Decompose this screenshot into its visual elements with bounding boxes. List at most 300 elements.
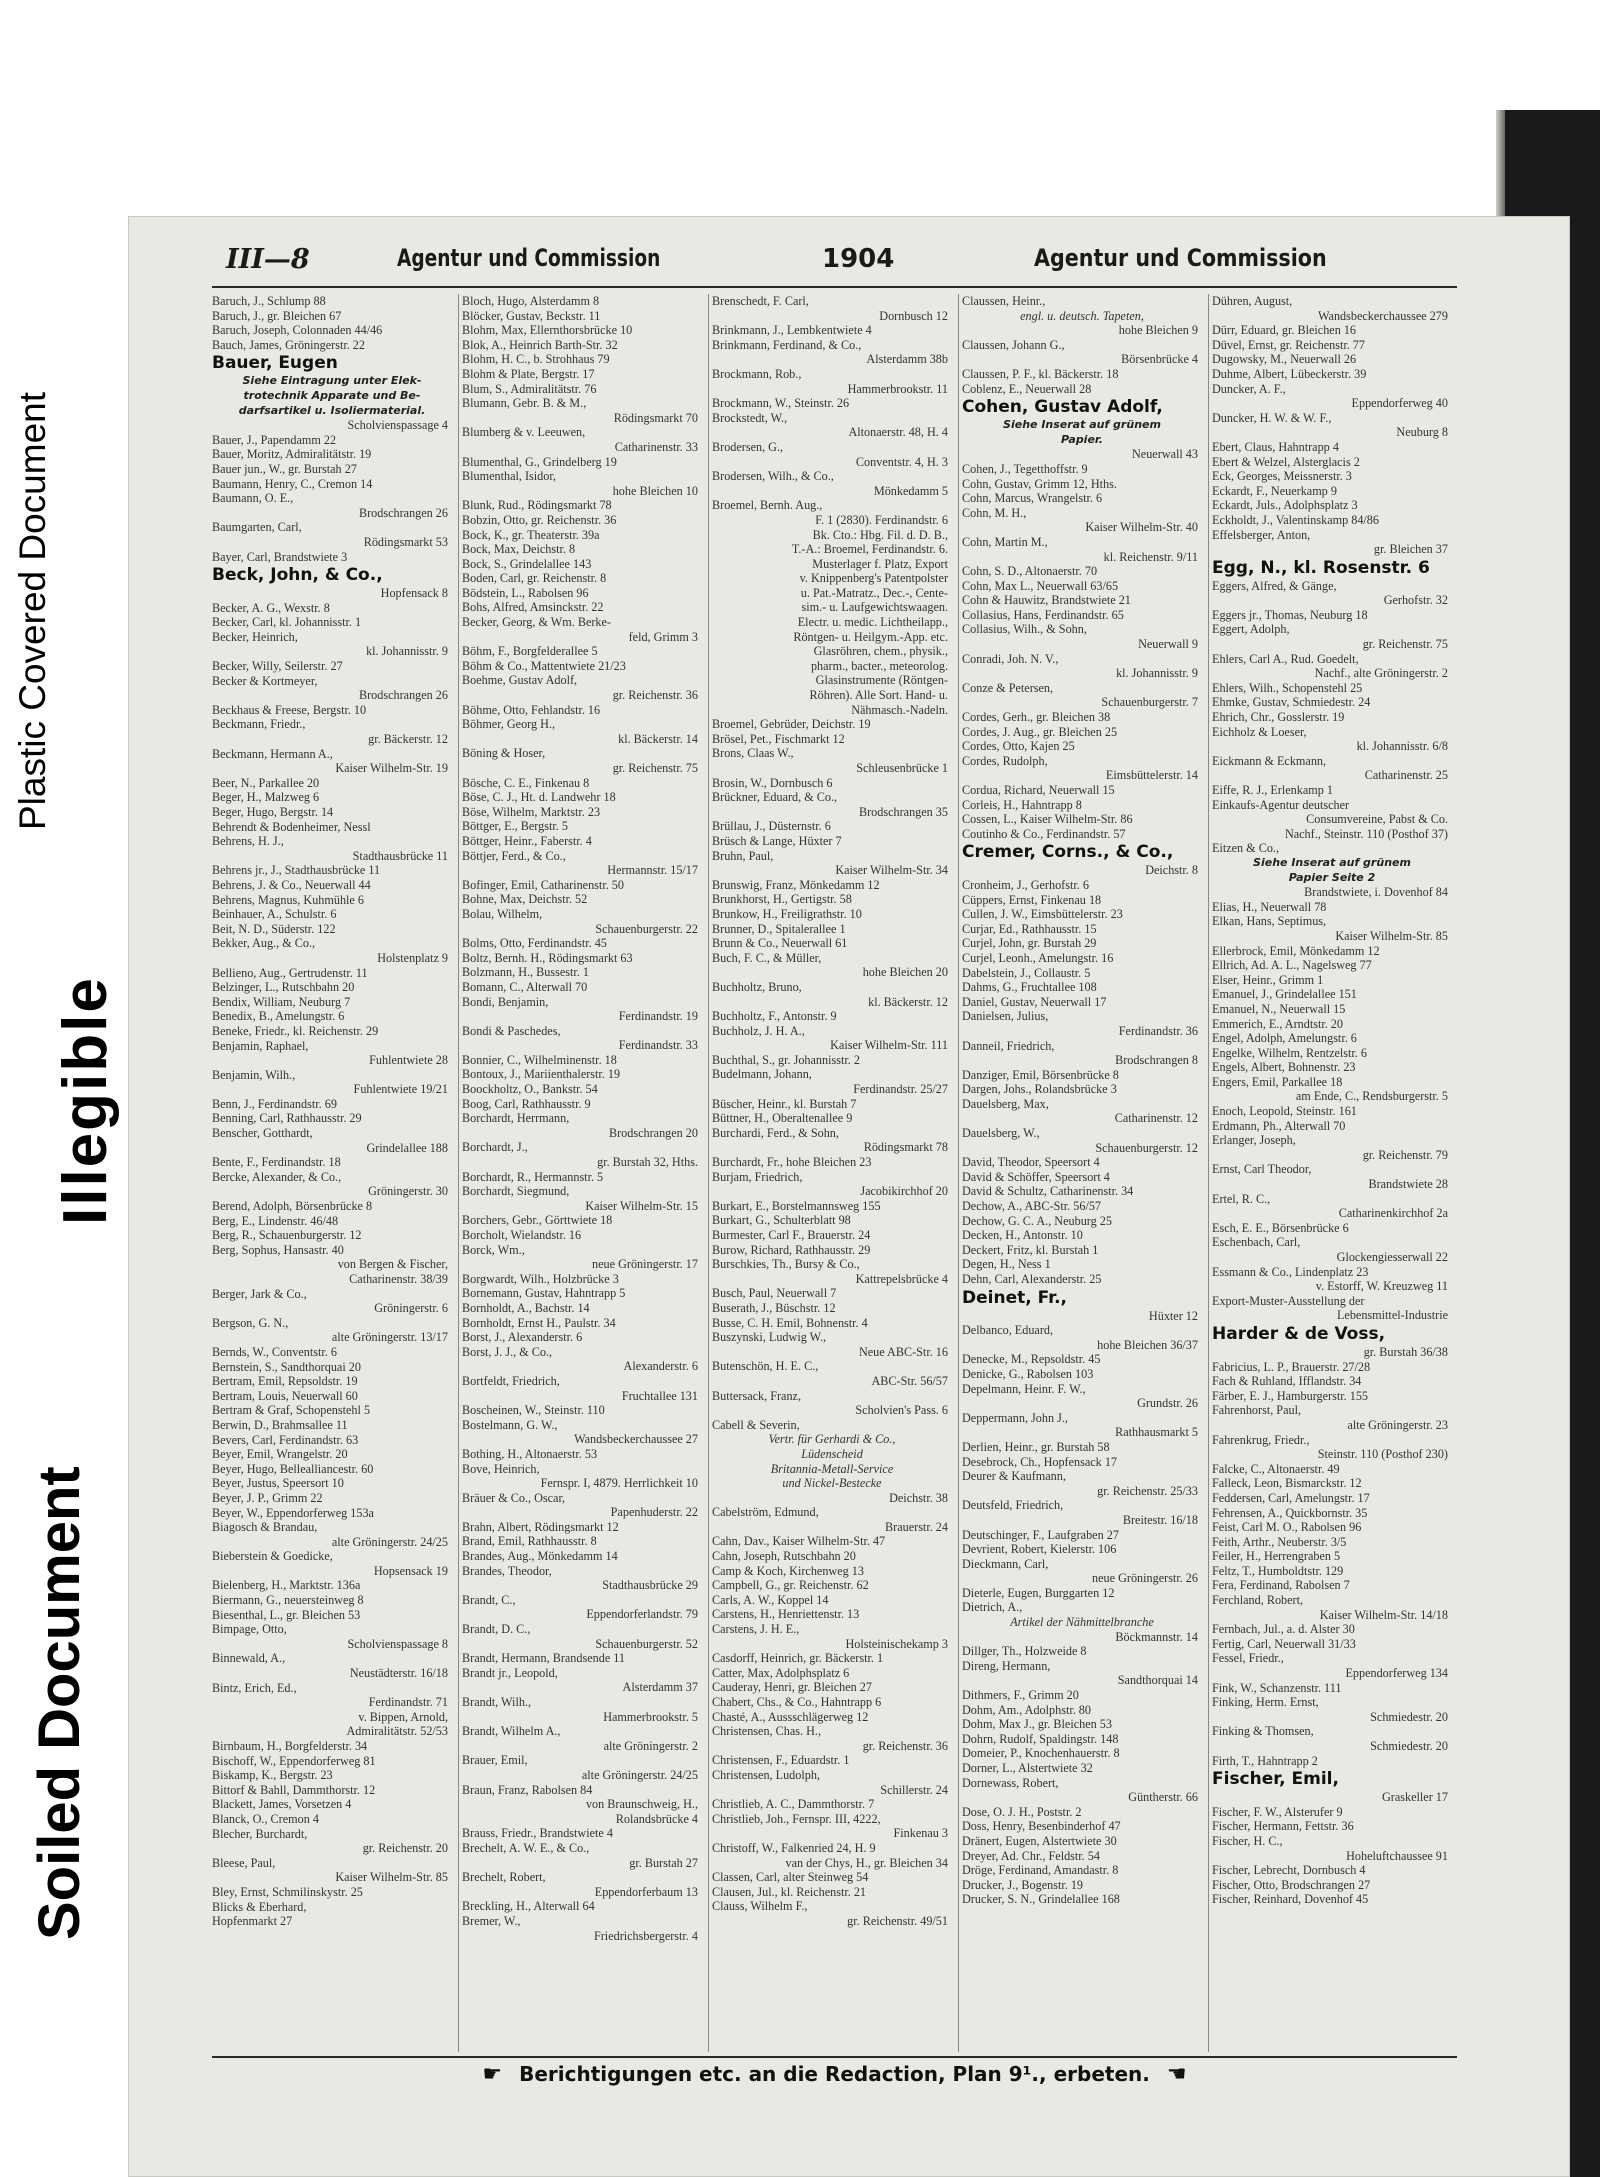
directory-entry: Berg, E., Lindenstr. 46/48 <box>212 1213 339 1228</box>
directory-entry: Glockengiesserwall 22 <box>1336 1250 1448 1264</box>
directory-entry: Cohn, Marcus, Wrangelstr. 6 <box>962 491 1103 506</box>
directory-entry: Domeier, P., Knochenhauerstr. 8 <box>962 1746 1120 1761</box>
directory-entry: Busse, C. H. Emil, Bohnenstr. 4 <box>712 1315 868 1330</box>
directory-entry: Fischer, Otto, Brodschrangen 27 <box>1212 1877 1371 1892</box>
directory-entry: Brunner, D., Spitalerallee 1 <box>712 921 846 936</box>
directory-entry: Birnbaum, H., Borgfelderstr. 34 <box>212 1739 368 1753</box>
directory-entry: Ehlers, Wilh., Schopenstehl 25 <box>1212 680 1363 695</box>
directory-entry: Fehrensen, A., Quickbornstr. 35 <box>1212 1505 1368 1520</box>
directory-entry: Erdmann, Ph., Alterwall 70 <box>1212 1118 1346 1133</box>
directory-entry: Dröge, Ferdinand, Amandastr. 8 <box>962 1863 1119 1878</box>
directory-entry: Blanck, O., Cremon 4 <box>212 1811 319 1826</box>
directory-entry: gr. Burstah 27 <box>629 1855 698 1870</box>
directory-entry: Hopfensack 8 <box>380 586 448 601</box>
directory-entry: Borchardt, Herrmann, <box>462 1111 570 1126</box>
directory-entry: Drucker, S. N., Grindelallee 168 <box>962 1892 1120 1907</box>
directory-entry: gr. Burstah 36/38 <box>1363 1344 1448 1359</box>
directory-entry: Deichstr. 38 <box>889 1490 948 1505</box>
directory-entry: Dreyer, Ad. Chr., Feldstr. 54 <box>962 1848 1100 1863</box>
directory-entry: Curjar, Ed., Rathhausstr. 15 <box>962 921 1097 936</box>
directory-entry: Siehe Inserat auf grünem <box>1253 855 1411 869</box>
directory-entry: Brosin, W., Dornbusch 6 <box>712 775 833 790</box>
directory-entry: Brodschrangen 26 <box>358 505 448 520</box>
directory-entry: Bischoff, W., Eppendorferweg 81 <box>212 1753 376 1768</box>
directory-entry: Berend, Adolph, Börsenbrücke 8 <box>212 1199 373 1214</box>
directory-entry: am Ende, C., Rendsburgerstr. 5 <box>1295 1089 1448 1104</box>
directory-entry: Buttersack, Franz, <box>712 1388 802 1403</box>
directory-entry: Nachf., Steinstr. 110 (Posthof 37) <box>1284 826 1448 841</box>
directory-entry: Holsteinischekamp 3 <box>845 1636 948 1651</box>
directory-entry: v. Bippen, Arnold, <box>358 1709 448 1724</box>
section-title-left: Agentur und Commission <box>397 244 661 272</box>
directory-entry: Brauerstr. 24 <box>885 1519 948 1534</box>
directory-entry: Blöcker, Gustav, Beckstr. 11 <box>462 308 601 323</box>
directory-entry: Schauenburgerstr. 52 <box>595 1636 698 1651</box>
directory-entry: David, Theodor, Speersort 4 <box>962 1155 1100 1170</box>
directory-entry: Bostelmann, G. W., <box>462 1417 558 1432</box>
directory-entry: Buchholtz, Bruno, <box>712 979 802 994</box>
directory-entry: Benscher, Gotthardt, <box>212 1126 313 1141</box>
directory-entry: Bohne, Max, Deichstr. 52 <box>462 892 588 907</box>
directory-entry: Brinkmann, J., Lembkentwiete 4 <box>712 323 872 338</box>
directory-entry: T.-A.: Broemel, Ferdinandstr. 6. <box>791 542 948 557</box>
directory-entry: Chasté, A., Aussschlägerweg 12 <box>712 1709 869 1724</box>
directory-entry: Bleese, Paul, <box>212 1855 276 1870</box>
directory-entry: Brockstedt, W., <box>712 410 788 425</box>
directory-entry: und Nickel-Bestecke <box>782 1476 882 1491</box>
directory-entry: Dohm, Max J., gr. Bleichen 53 <box>962 1717 1112 1732</box>
directory-entry: Baumgarten, Carl, <box>212 520 302 535</box>
directory-entry: Dieckmann, Carl, <box>962 1556 1049 1571</box>
directory-entry: Brodersen, G., <box>712 439 784 454</box>
directory-entry: Cahn, Joseph, Rutschbahn 20 <box>712 1549 856 1564</box>
pointing-hand-right-icon: ☛ <box>482 2062 503 2087</box>
directory-entry: Glasinstrumente (Röntgen- <box>815 673 948 688</box>
directory-entry: kl. Johannisstr. 9 <box>366 644 448 659</box>
directory-entry: Feddersen, Carl, Amelungstr. 17 <box>1212 1490 1370 1505</box>
directory-entry: Fabricius, L. P., Brauerstr. 27/28 <box>1212 1359 1371 1374</box>
directory-entry: Baumann, O. E., <box>212 491 294 506</box>
stamp-illegible: Illegible <box>51 976 120 1225</box>
directory-entry: Böttger, E., Bergstr. 5 <box>462 819 568 834</box>
directory-entry: Ferchland, Robert, <box>1212 1593 1304 1608</box>
directory-entry: Borchardt, Siegmund, <box>462 1184 570 1199</box>
directory-entry: Fink, W., Schanzenstr. 111 <box>1212 1680 1342 1695</box>
directory-entry: Baruch, J., gr. Bleichen 67 <box>212 308 342 323</box>
directory-entry: Düvel, Ernst, gr. Reichenstr. 77 <box>1212 337 1365 352</box>
directory-entry: Böhmer, Georg H., <box>462 717 556 732</box>
directory-entry: Burkart, E., Borstelmannsweg 155 <box>712 1198 881 1213</box>
directory-entry: Clauss, Wilhelm F., <box>712 1899 808 1914</box>
directory-entry: Borchers, Gebr., Görttwiete 18 <box>462 1213 613 1228</box>
directory-entry: Brenschedt, F. Carl, <box>712 294 809 308</box>
directory-entry: neue Gröningerstr. 26 <box>1092 1571 1198 1586</box>
directory-entry: Cohen, Gustav Adolf, <box>962 397 1163 418</box>
directory-entry: Ehlers, Carl A., Rud. Goedelt, <box>1212 651 1359 666</box>
directory-entry: Blumenthal, G., Grindelberg 19 <box>462 454 617 469</box>
directory-entry: Cremer, Corns., & Co., <box>962 842 1174 863</box>
directory-entry: Glasröhren, chem., physik., <box>813 644 948 659</box>
directory-entry: Daniel, Gustav, Neuerwall 17 <box>962 994 1107 1009</box>
directory-entry: Corleis, H., Hahntrapp 8 <box>962 797 1082 812</box>
directory-entry: sim.- u. Laufgewichtswaagen. <box>801 600 948 615</box>
directory-entry: Becker, A. G., Wexstr. 8 <box>212 600 330 615</box>
directory-entry: Eckardt, Juls., Adolphsplatz 3 <box>1212 498 1358 513</box>
directory-entry: Benjamin, Wilh., <box>212 1067 296 1082</box>
directory-entry: Boltz, Bernh. H., Rödingsmarkt 63 <box>462 950 633 965</box>
directory-entry: Böhme, Otto, Fehlandstr. 16 <box>462 702 601 717</box>
directory-page <box>128 216 1570 2177</box>
directory-entry: Hopfenmarkt 27 <box>212 1914 293 1929</box>
directory-entry: Gröningerstr. 6 <box>374 1301 448 1316</box>
directory-entry: Brodschrangen 35 <box>858 804 948 819</box>
directory-entry: Eiffe, R. J., Erlenkamp 1 <box>1212 783 1333 797</box>
directory-entry: Conventstr. 4, H. 3 <box>855 454 948 469</box>
directory-entry: Elser, Heinr., Grimm 1 <box>1212 972 1324 987</box>
directory-entry: Bortfeldt, Friedrich, <box>462 1373 560 1388</box>
directory-entry: Eppendorferlandstr. 79 <box>586 1607 698 1622</box>
directory-entry: Brüsch & Lange, Hüxter 7 <box>712 833 842 848</box>
directory-entry: Behrens, J. & Co., Neuerwall 44 <box>212 877 371 892</box>
directory-entry: Belzinger, L., Rutschbahn 20 <box>212 980 355 995</box>
directory-entry: Bernds, W., Conventstr. 6 <box>212 1344 337 1359</box>
directory-entry: Hoheluftchaussee 91 <box>1346 1848 1448 1863</box>
directory-entry: Fertig, Carl, Neuerwall 31/33 <box>1212 1636 1356 1651</box>
directory-entry: Schauenburgerstr. 7 <box>1101 695 1198 710</box>
directory-entry: Blumann, Gebr. B. & M., <box>462 396 587 411</box>
directory-entry: Fernspr. I, 4879. Herrlichkeit 10 <box>540 1476 698 1491</box>
directory-entry: Deckert, Fritz, kl. Burstah 1 <box>962 1242 1099 1257</box>
directory-entry: Cüppers, Ernst, Finkenau 18 <box>962 892 1102 907</box>
directory-entry: Schmiedestr. 20 <box>1370 1739 1448 1753</box>
directory-entry: Denecke, M., Repsoldstr. 45 <box>962 1352 1101 1367</box>
directory-entry: Boscheinen, W., Steinstr. 110 <box>462 1403 605 1418</box>
directory-entry: Kaiser Wilhelm-Str. 85 <box>1335 928 1448 943</box>
column-2 <box>462 294 702 2052</box>
directory-entry: Bornemann, Gustav, Hahntrapp 5 <box>462 1286 626 1301</box>
directory-entry: Conradi, Joh. N. V., <box>962 651 1059 666</box>
directory-entry: Boden, Carl, gr. Reichenstr. 8 <box>462 571 607 586</box>
directory-entry: Broemel, Bernh. Aug., <box>712 498 823 513</box>
directory-entry: Cohn, Martin M., <box>962 534 1048 549</box>
directory-entry: hohe Bleichen 10 <box>612 483 698 498</box>
directory-entry: Burchardt, Fr., hohe Bleichen 23 <box>712 1155 872 1170</box>
directory-entry: Feiler, H., Herrengraben 5 <box>1212 1549 1341 1564</box>
directory-entry: Bödstein, L., Rabolsen 96 <box>462 585 589 600</box>
directory-entry: Borst, J. J., & Co., <box>462 1344 553 1359</box>
directory-entry: Beckmann, Friedr., <box>212 717 306 732</box>
directory-entry: Fischer, H. C., <box>1212 1833 1283 1848</box>
directory-entry: Lüdenscheid <box>801 1446 863 1461</box>
directory-entry: feld, Grimm 3 <box>628 629 698 644</box>
directory-entry: Bevers, Carl, Ferdinandstr. 63 <box>212 1432 359 1447</box>
directory-entry: Bauer, Moritz, Admiralitätstr. 19 <box>212 447 372 462</box>
directory-entry: gr. Reichenstr. 20 <box>362 1841 448 1856</box>
directory-entry: Ferdinandstr. 19 <box>618 1009 698 1024</box>
directory-entry: Cohn & Hauwitz, Brandstwiete 21 <box>962 593 1131 608</box>
directory-entry: Christensen, F., Eduardstr. 1 <box>712 1753 850 1768</box>
directory-entry: Brechelt, Robert, <box>462 1870 546 1885</box>
directory-entry: Bauer, J., Papendamm 22 <box>212 432 337 447</box>
page-content <box>212 216 1570 2177</box>
directory-entry: Bercke, Alexander, & Co., <box>212 1169 342 1184</box>
directory-entry: Wandsbeckerchaussee 27 <box>574 1432 698 1447</box>
directory-entry: Export-Muster-Ausstellung der <box>1212 1293 1365 1308</box>
directory-entry: Brandt, Wilh., <box>462 1695 532 1709</box>
directory-entry: Büttner, H., Oberaltenallee 9 <box>712 1111 853 1126</box>
directory-entry: ABC-Str. 56/57 <box>871 1373 948 1388</box>
directory-entry: Classen, Carl, alter Steinweg 54 <box>712 1870 869 1885</box>
directory-entry: pharm., bacter., meteorolog. <box>810 658 948 673</box>
directory-entry: Berger, Jark & Co., <box>212 1286 307 1301</box>
directory-entry: Danneil, Friedrich, <box>962 1038 1055 1053</box>
directory-entry: Engers, Emil, Parkallee 18 <box>1212 1074 1343 1089</box>
directory-entry: Papenhuderstr. 22 <box>610 1505 698 1520</box>
directory-entry: Hüxter 12 <box>1148 1308 1198 1323</box>
directory-entry: Bernstein, S., Sandthorquai 20 <box>212 1359 361 1374</box>
directory-entry: Dohrn, Rudolf, Spaldingstr. 148 <box>962 1731 1119 1746</box>
directory-entry: Dornewass, Robert, <box>962 1775 1059 1790</box>
directory-entry: gr. Reichenstr. 79 <box>1362 1147 1448 1162</box>
directory-entry: Graskeller 17 <box>1382 1790 1448 1805</box>
directory-entry: Casdorff, Heinrich, gr. Bäckerstr. 1 <box>712 1651 884 1666</box>
directory-entry: Coblenz, E., Neuerwall 28 <box>962 381 1092 396</box>
directory-entry: Falcke, C., Altonaerstr. 49 <box>1212 1461 1340 1476</box>
directory-entry: Electr. u. medic. Lichtheilapp., <box>797 615 948 630</box>
directory-entry: Dillger, Th., Holzweide 8 <box>962 1644 1087 1659</box>
directory-entry: Depelmann, Heinr. F. W., <box>962 1381 1086 1396</box>
directory-entry: Nachf., alte Gröningerstr. 2 <box>1314 666 1448 681</box>
directory-entry: Hermannstr. 15/17 <box>607 863 698 878</box>
directory-entry: Böse, Wilhelm, Marktstr. 23 <box>462 804 601 819</box>
directory-entry: Bertram & Graf, Schopenstehl 5 <box>212 1403 371 1418</box>
directory-entry: Böhm & Co., Mattentwiete 21/23 <box>462 658 626 673</box>
directory-entry: kl. Bäckerstr. 14 <box>618 731 698 746</box>
directory-entry: Boog, Carl, Rathhausstr. 9 <box>462 1096 591 1111</box>
directory-entry: Kaiser Wilhelm-Str. 19 <box>335 761 448 776</box>
directory-entry: Catharinenstr. 25 <box>1364 768 1448 783</box>
directory-entry: Böhm, F., Borgfelderallee 5 <box>462 644 598 659</box>
directory-entry: Börsenbrücke 4 <box>1121 352 1198 367</box>
directory-entry: Bobzin, Otto, gr. Reichenstr. 36 <box>462 512 617 527</box>
column-4 <box>962 294 1202 2052</box>
directory-entry: Feith, Arthr., Neuberstr. 3/5 <box>1212 1534 1347 1549</box>
directory-entry: alte Gröningerstr. 24/25 <box>581 1767 698 1782</box>
directory-entry: Scholvien's Pass. 6 <box>855 1403 948 1418</box>
directory-entry: Drucker, J., Bogenstr. 19 <box>962 1877 1084 1892</box>
directory-entry: alte Gröningerstr. 24/25 <box>331 1534 448 1549</box>
directory-entry: Danielsen, Julius, <box>962 1009 1049 1024</box>
directory-entry: Catter, Max, Adolphsplatz 6 <box>712 1665 850 1680</box>
directory-entry: Curjel, John, gr. Burstah 29 <box>962 936 1097 951</box>
directory-entry: Bintz, Erich, Ed., <box>212 1680 297 1695</box>
directory-entry: Ebert, Claus, Hahntrapp 4 <box>1212 439 1339 454</box>
directory-entry: Bontoux, J., Mariienthalerstr. 19 <box>462 1067 621 1082</box>
directory-entry: Curjel, Leonh., Amelungstr. 16 <box>962 950 1114 965</box>
directory-entry: Christensen, Chas. H., <box>712 1724 822 1739</box>
directory-entry: Böttger, Heinr., Faberstr. 4 <box>462 833 592 848</box>
directory-entry: Bothing, H., Altonaerstr. 53 <box>462 1446 598 1461</box>
directory-entry: Borchardt, R., Hermannstr. 5 <box>462 1169 604 1184</box>
directory-entry: Brandes, Theodor, <box>462 1563 552 1578</box>
directory-entry: Eickmann & Eckmann, <box>1212 753 1327 768</box>
directory-entry: Bösche, C. E., Finkenau 8 <box>462 775 590 790</box>
directory-entry: Bk. Cto.: Hbg. Fil. d. D. B., <box>812 527 948 542</box>
directory-entry: Ertel, R. C., <box>1212 1191 1271 1206</box>
directory-entry: David & Schöffer, Speersort 4 <box>962 1169 1110 1184</box>
directory-entry: Ernst, Carl Theodor, <box>1212 1162 1312 1177</box>
directory-entry: Vertr. für Gerhardi & Co., <box>768 1432 896 1447</box>
directory-entry: Bertram, Louis, Neuerwall 60 <box>212 1388 358 1403</box>
directory-entry: Bolzmann, H., Bussestr. 1 <box>462 965 589 980</box>
directory-entry: Behrens, H. J., <box>212 834 284 849</box>
directory-entry: Buchthal, S., gr. Johannisstr. 2 <box>712 1052 860 1067</box>
directory-entry: gr. Reichenstr. 49/51 <box>847 1913 948 1928</box>
directory-entry: Bolau, Wilhelm, <box>462 906 543 921</box>
directory-entry: Beyer, Hugo, Bellealliancestr. 60 <box>212 1461 374 1476</box>
directory-entry: Kaiser Wilhelm-Str. 85 <box>335 1870 448 1885</box>
directory-entry: Burkart, G., Schulterblatt 98 <box>712 1213 851 1228</box>
directory-entry: kl. Johannisstr. 6/8 <box>1356 739 1448 754</box>
directory-entry: Brösel, Pet., Fischmarkt 12 <box>712 731 845 746</box>
directory-entry: Biagosch & Brandau, <box>212 1520 318 1535</box>
directory-entry: Kaiser Wilhelm-Str. 111 <box>830 1038 948 1053</box>
directory-entry: Admiralitätstr. 52/53 <box>346 1724 448 1739</box>
directory-entry: Ellerbrock, Emil, Mönkedamm 12 <box>1212 943 1380 958</box>
directory-entry: Cohn, M. H., <box>962 505 1027 520</box>
directory-entry: Rolandsbrücke 4 <box>615 1811 698 1826</box>
directory-entry: Buchholz, J. H. A., <box>712 1023 805 1038</box>
directory-entry: Baruch, Joseph, Colonnaden 44/46 <box>212 323 383 338</box>
directory-entry: Cabell & Severin, <box>712 1417 800 1432</box>
header-rule <box>212 286 1457 288</box>
directory-entry: Catharinenstr. 33 <box>614 439 698 454</box>
pointing-hand-left-icon: ☚ <box>1166 2062 1187 2087</box>
directory-entry: Steinstr. 110 (Posthof 230) <box>1317 1447 1448 1462</box>
directory-entry: Beyer, Emil, Wrangelstr. 20 <box>212 1447 348 1462</box>
directory-entry: Breitestr. 16/18 <box>1122 1512 1198 1527</box>
directory-entry: Budelmann, Johann, <box>712 1067 812 1082</box>
directory-entry: gr. Burstah 32, Hths. <box>597 1155 698 1170</box>
directory-entry: Hopsensack 19 <box>373 1563 448 1578</box>
directory-entry: Conze & Petersen, <box>962 680 1054 695</box>
directory-entry: Danziger, Emil, Börsenbrücke 8 <box>962 1067 1119 1082</box>
directory-entry: Elkan, Hans, Septimus, <box>1212 914 1327 929</box>
directory-entry: Bloch, Hugo, Alsterdamm 8 <box>462 294 600 308</box>
directory-entry: gr. Reichenstr. 25/33 <box>1097 1483 1198 1498</box>
directory-entry: Finking & Thomsen, <box>1212 1724 1314 1739</box>
directory-entry: Eppendorferbaum 13 <box>594 1884 698 1899</box>
directory-entry: Fischer, Emil, <box>1212 1769 1339 1790</box>
directory-entry: Bove, Heinrich, <box>462 1461 540 1476</box>
directory-entry: Fischer, F. W., Alsterufer 9 <box>1212 1804 1343 1819</box>
directory-entry: Deppermann, John J., <box>962 1410 1068 1425</box>
directory-entry: Gerhofstr. 32 <box>1383 593 1448 608</box>
directory-entry: Bertram, Emil, Repsoldstr. 19 <box>212 1374 358 1389</box>
directory-entry: Färber, E. J., Hamburgerstr. 155 <box>1212 1388 1369 1403</box>
directory-entry: gr. Reichenstr. 75 <box>1362 637 1448 652</box>
directory-entry: Dargen, Johs., Rolandsbrücke 3 <box>962 1082 1117 1097</box>
directory-entry: Beyer, Justus, Speersort 10 <box>212 1476 344 1491</box>
directory-entry: Deutsfeld, Friedrich, <box>962 1498 1064 1513</box>
directory-entry: Friedrichsbergerstr. 4 <box>593 1928 698 1943</box>
directory-entry: Catharinenkirchhof 2a <box>1338 1206 1448 1221</box>
directory-entry: Fischer, Lebrecht, Dornbusch 4 <box>1212 1863 1366 1878</box>
directory-entry: Egg, N., kl. Rosenstr. 6 <box>1212 557 1430 578</box>
directory-entry: Duhme, Albert, Lübeckerstr. 39 <box>1212 366 1367 381</box>
directory-entry: Bayer, Carl, Brandstwiete 3 <box>212 549 348 564</box>
page-header <box>212 244 1457 282</box>
directory-entry: Eckholdt, J., Valentinskamp 84/86 <box>1212 512 1379 527</box>
directory-entry: Buchholtz, F., Antonstr. 9 <box>712 1009 837 1024</box>
directory-entry: Cordes, J. Aug., gr. Bleichen 25 <box>962 724 1118 739</box>
directory-entry: Beger, Hugo, Bergstr. 14 <box>212 805 334 819</box>
directory-entry: Braun, Franz, Rabolsen 84 <box>462 1782 593 1797</box>
directory-entry: Beyer, J. P., Grimm 22 <box>212 1490 323 1505</box>
directory-entry: Emanuel, J., Grindelallee 151 <box>1212 987 1357 1002</box>
directory-entry: Dränert, Eugen, Alstertwiete 30 <box>962 1833 1117 1848</box>
directory-entry: Beyer, W., Eppendorferweg 153a <box>212 1505 374 1520</box>
directory-entry: Cullen, J. W., Eimsbüttelerstr. 23 <box>962 907 1123 922</box>
directory-entry: Becker, Carl, kl. Johannisstr. 1 <box>212 615 362 630</box>
directory-entry: Neuburg 8 <box>1396 425 1448 440</box>
directory-entry: Christensen, Ludolph, <box>712 1767 820 1782</box>
directory-entry: Dühren, August, <box>1212 294 1293 308</box>
directory-entry: Christoff, W., Falkenried 24, H. 9 <box>712 1840 876 1855</box>
directory-entry: Dechow, G. C. A., Neuburg 25 <box>962 1213 1112 1228</box>
directory-entry: v. Estorff, W. Kreuzweg 11 <box>1315 1279 1448 1294</box>
directory-entry: Cauderay, Henri, gr. Bleichen 27 <box>712 1680 872 1695</box>
directory-entry: Jacobikirchhof 20 <box>860 1184 948 1199</box>
directory-entry: Borck, Wm., <box>462 1242 525 1257</box>
directory-entry: Borst, J., Alexanderstr. 6 <box>462 1330 583 1345</box>
directory-entry: Ferdinandstr. 71 <box>368 1695 448 1710</box>
directory-entry: Bergson, G. N., <box>212 1315 289 1330</box>
directory-entry: kl. Johannisstr. 9 <box>1116 666 1198 681</box>
directory-entry: Eitzen & Co., <box>1212 841 1280 856</box>
directory-entry: Benjamin, Raphael, <box>212 1038 309 1053</box>
directory-entry: Beck, John, & Co., <box>212 565 383 586</box>
directory-entry: Alsterdamm 37 <box>622 1680 698 1695</box>
directory-entry: Dornbusch 12 <box>879 308 948 323</box>
directory-entry: Collasius, Wilh., & Sohn, <box>962 622 1087 637</box>
directory-entry: Schauenburgerstr. 22 <box>595 921 698 936</box>
directory-entry: Burmester, Carl F., Brauerstr. 24 <box>712 1228 871 1242</box>
directory-entry: Beit, N. D., Süderstr. 122 <box>212 921 336 936</box>
directory-entry: Blohm & Plate, Bergstr. 17 <box>462 366 595 381</box>
directory-entry: Buch, F. C., & Müller, <box>712 950 822 965</box>
directory-entry: Bauch, James, Gröningerstr. 22 <box>212 337 365 352</box>
directory-entry: Bock, K., gr. Theaterstr. 39a <box>462 527 600 542</box>
directory-entry: Ferdinandstr. 36 <box>1118 1023 1198 1038</box>
directory-entry: alte Gröningerstr. 23 <box>1347 1417 1448 1432</box>
directory-entry: Alexanderstr. 6 <box>623 1359 698 1374</box>
directory-entry: Altonaerstr. 48, H. 4 <box>848 425 948 440</box>
footer-rule <box>212 2056 1457 2058</box>
directory-entry: Brandstwiete, i. Dovenhof 84 <box>1304 885 1448 900</box>
directory-entry: Beckhaus & Freese, Bergstr. 10 <box>212 702 367 717</box>
directory-entry: Rödingsmarkt 70 <box>613 410 698 425</box>
directory-entry: Coutinho & Co., Ferdinandstr. 57 <box>962 826 1126 841</box>
directory-entry: Brunkow, H., Freiligrathstr. 10 <box>712 906 862 921</box>
directory-entry: Brodschrangen 20 <box>608 1125 698 1140</box>
directory-entry: Böse, C. J., Ht. d. Landwehr 18 <box>462 790 616 805</box>
directory-entry: van der Chys, H., gr. Bleichen 34 <box>785 1855 948 1870</box>
directory-entry: Dieterle, Eugen, Burggarten 12 <box>962 1585 1115 1600</box>
column-divider <box>1208 294 1209 2052</box>
directory-entry: Eppendorferweg 40 <box>1351 396 1448 411</box>
directory-entry: Binnewald, A., <box>212 1651 286 1666</box>
